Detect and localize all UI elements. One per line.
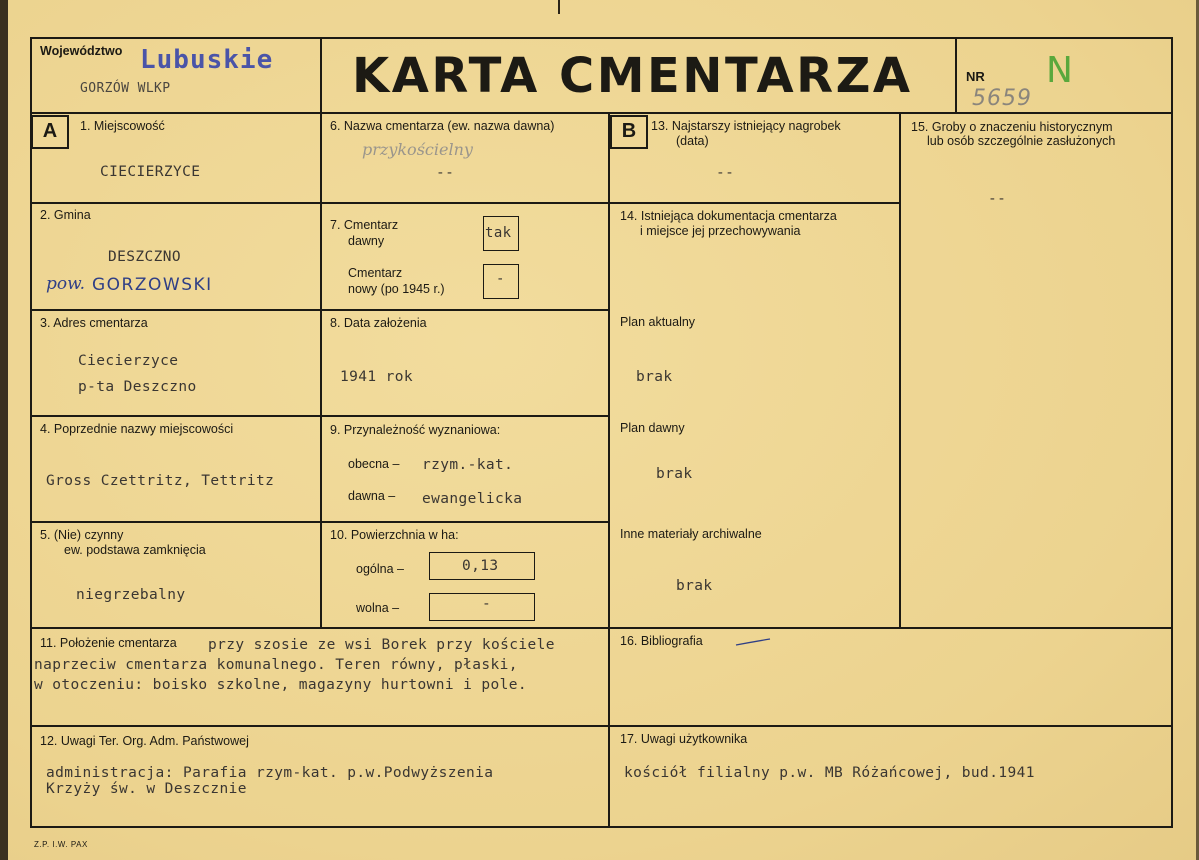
- field-8-label: 8. Data założenia: [330, 316, 427, 330]
- field-2-hand-prefix: pow.: [46, 274, 86, 294]
- nr-mark: N: [1046, 50, 1073, 91]
- field-2-value: DESZCZNO: [108, 249, 182, 265]
- field-11-line3: w otoczeniu: boisko szkolne, magazyny hurtowni i pole.: [34, 677, 528, 693]
- field-7-label-1: 7. Cmentarz: [330, 218, 399, 232]
- field-10-wolna-label: wolna –: [356, 601, 400, 615]
- field-13-label-1: 13. Najstarszy istniejący nagrobek: [651, 119, 841, 133]
- field-10-ogolna-label: ogólna –: [356, 562, 404, 576]
- field-17-label: 17. Uwagi użytkownika: [620, 732, 748, 746]
- field-2-label: 2. Gmina: [40, 208, 91, 222]
- field-15-label-2: lub osób szczególnie zasłużonych: [927, 134, 1116, 148]
- field-5-label-1: 5. (Nie) czynny: [40, 528, 124, 542]
- field-7-nowy-box: [483, 264, 519, 299]
- field-9-obecna-value: rzym.-kat.: [422, 457, 514, 473]
- field-8-value: 1941 rok: [340, 369, 414, 385]
- field-15-label-1: 15. Groby o znaczeniu historycznym: [911, 120, 1113, 134]
- card-left-edge: [0, 0, 8, 860]
- plan-aktualny-value: brak: [636, 369, 673, 385]
- field-10-wolna-value: -: [482, 596, 492, 612]
- field-2-hand: GORZOWSKI: [92, 275, 213, 295]
- field-7-dawny-value: tak: [485, 225, 512, 241]
- field-7-nowy-label-1: Cmentarz: [348, 266, 403, 280]
- wojewodztwo-label: Województwo: [40, 44, 123, 58]
- top-tick-mark: [558, 0, 560, 14]
- inne-materialy-label: Inne materiały archiwalne: [620, 527, 762, 541]
- field-1-label: 1. Miejscowość: [80, 119, 165, 133]
- field-10-ogolna-value: 0,13: [462, 558, 499, 574]
- field-12-label: 12. Uwagi Ter. Org. Adm. Państwowej: [40, 734, 249, 748]
- field-12-line2: Krzyży św. w Deszcznie: [46, 781, 247, 797]
- field-7-nowy-value: -: [496, 271, 505, 287]
- plan-dawny-value: brak: [656, 466, 693, 482]
- plan-aktualny-label: Plan aktualny: [620, 315, 696, 329]
- field-14-label-1: 14. Istniejąca dokumentacja cmentarza: [620, 209, 837, 223]
- field-17-value: kościół filialny p.w. MB Różańcowej, bud.1941: [624, 765, 1035, 781]
- field-13-label-2: (data): [676, 134, 709, 148]
- field-12-line1: administracja: Parafia rzym-kat. p.w.Podwyższenia: [46, 765, 494, 781]
- field-6-hand: przykościelny: [362, 140, 473, 159]
- nr-value: 5659: [972, 86, 1032, 111]
- field-3-label: 3. Adres cmentarza: [40, 316, 148, 330]
- wojewodztwo-typed: GORZÓW WLKP: [80, 81, 171, 96]
- field-9-obecna-label: obecna –: [348, 457, 400, 471]
- field-14-label-2: i miejsce jej przechowywania: [640, 224, 801, 238]
- field-10-label: 10. Powierzchnia w ha:: [330, 528, 459, 542]
- field-3-line2: p-ta Deszczno: [78, 379, 197, 395]
- field-7-label-2: dawny: [348, 234, 385, 248]
- field-10-wolna-box: [429, 593, 535, 621]
- field-9-label: 9. Przynależność wyznaniowa:: [330, 423, 501, 437]
- field-7-nowy-label-2: nowy (po 1945 r.): [348, 282, 445, 296]
- page-title: KARTA CMENTARZA: [352, 48, 913, 104]
- printer-imprint: Z.P. I.W. PAX: [34, 840, 88, 849]
- field-6-label: 6. Nazwa cmentarza (ew. nazwa dawna): [330, 119, 555, 133]
- field-5-value: niegrzebalny: [76, 587, 186, 603]
- field-10-ogolna-box: [429, 552, 535, 580]
- field-6-value: --: [436, 165, 455, 181]
- field-11-line1: przy szosie ze wsi Borek przy kościele: [208, 637, 555, 653]
- plan-dawny-label: Plan dawny: [620, 421, 685, 435]
- inne-materialy-value: brak: [676, 578, 713, 594]
- section-a-marker: A: [31, 115, 69, 149]
- field-11-line2: naprzeciw cmentarza komunalnego. Teren równy, płaski,: [34, 657, 518, 673]
- field-4-label: 4. Poprzednie nazwy miejscowości: [40, 422, 234, 436]
- field-5-label-2: ew. podstawa zamknięcia: [64, 543, 206, 557]
- field-7-dawny-box: [483, 216, 519, 251]
- field-4-value: Gross Czettritz, Tettritz: [46, 473, 275, 489]
- bibliography-dash-mark: [734, 636, 774, 650]
- field-1-value: CIECIERZYCE: [100, 164, 201, 180]
- wojewodztwo-stamp: Lubuskie: [140, 45, 274, 75]
- field-3-line1: Ciecierzyce: [78, 353, 179, 369]
- field-15-value: --: [988, 191, 1007, 207]
- nr-label: NR: [966, 69, 985, 84]
- field-11-label: 11. Położenie cmentarza: [40, 636, 177, 650]
- field-16-label: 16. Bibliografia: [620, 634, 703, 648]
- section-b-marker: B: [610, 115, 648, 149]
- field-9-dawna-label: dawna –: [348, 489, 396, 503]
- field-9-dawna-value: ewangelicka: [422, 491, 523, 507]
- field-13-value: --: [716, 165, 735, 181]
